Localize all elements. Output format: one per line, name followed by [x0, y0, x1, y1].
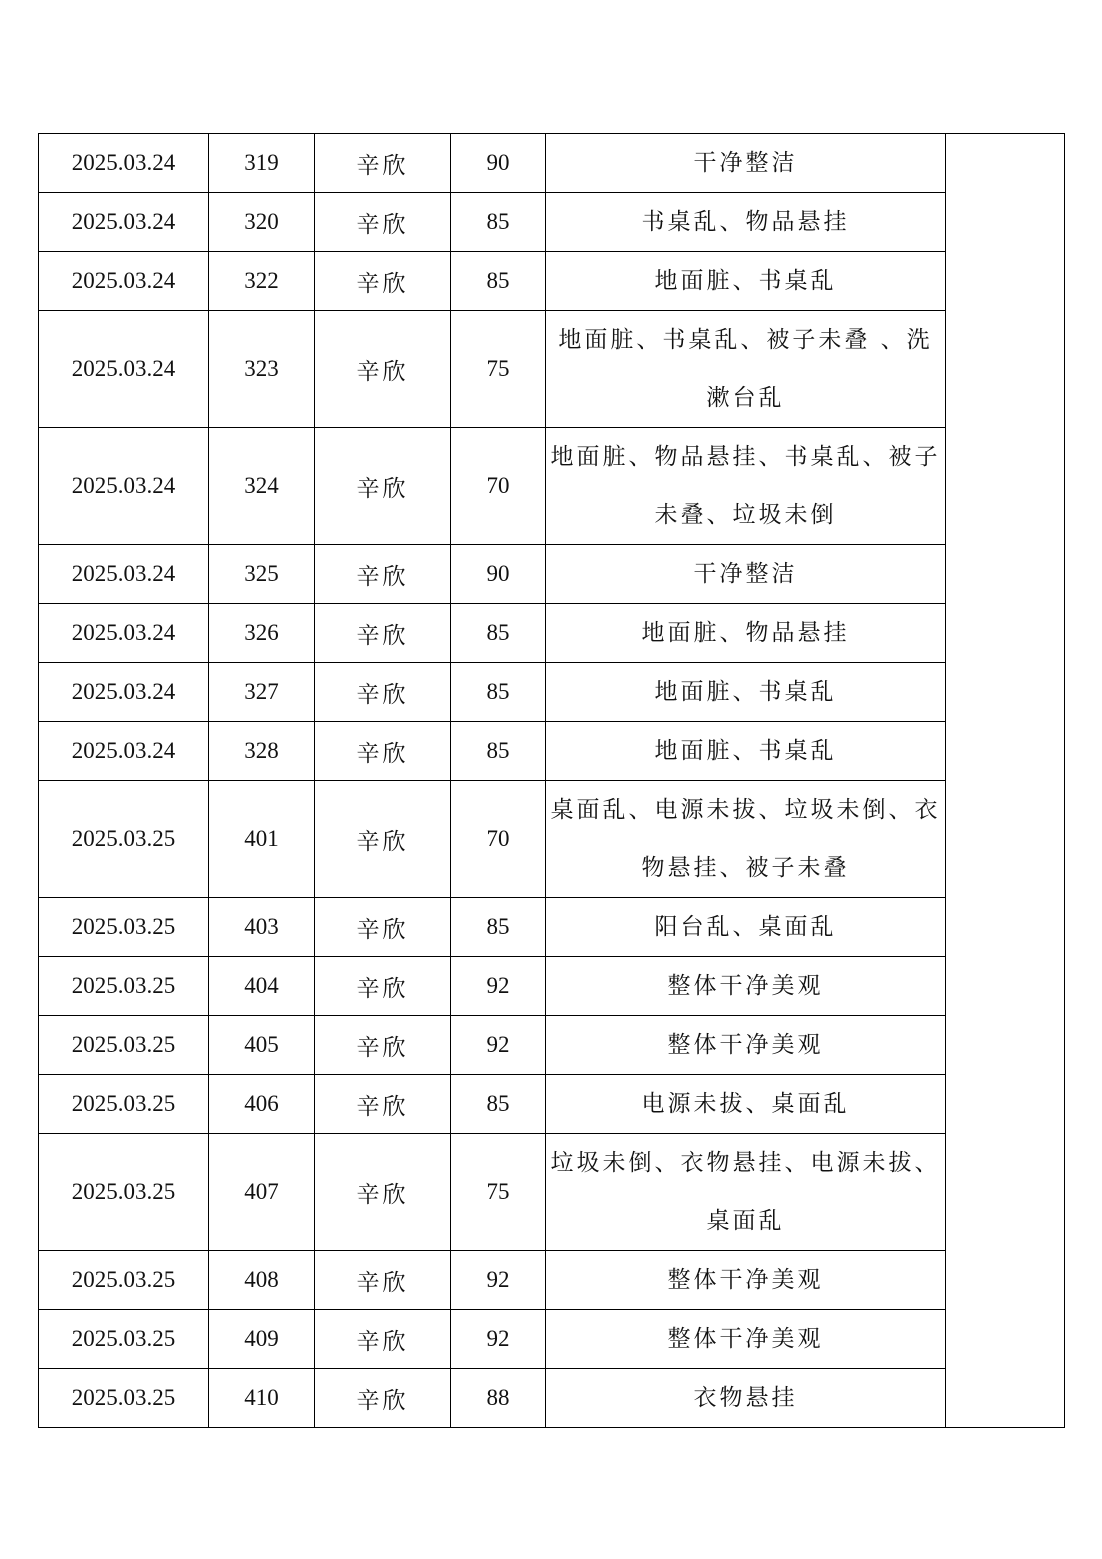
remark-cell: 阳台乱、桌面乱	[546, 898, 946, 957]
room-cell: 408	[209, 1251, 315, 1310]
inspector-cell: 辛欣	[315, 428, 451, 545]
inspector-cell: 辛欣	[315, 311, 451, 428]
table-row	[39, 1251, 1065, 1310]
inspector-cell: 辛欣	[315, 1016, 451, 1075]
table-row	[39, 604, 1065, 663]
table-row	[39, 781, 1065, 898]
score-cell: 70	[451, 781, 546, 898]
table-row	[39, 134, 1065, 193]
room-cell: 404	[209, 957, 315, 1016]
score-cell: 85	[451, 898, 546, 957]
date-cell: 2025.03.25	[39, 1075, 209, 1134]
inspector-cell: 辛欣	[315, 1251, 451, 1310]
table-row	[39, 722, 1065, 781]
date-cell: 2025.03.24	[39, 545, 209, 604]
table-row	[39, 898, 1065, 957]
inspector-cell: 辛欣	[315, 898, 451, 957]
room-cell: 328	[209, 722, 315, 781]
remark-cell: 整体干净美观	[546, 1251, 946, 1310]
remark-cell: 衣物悬挂	[546, 1369, 946, 1428]
room-cell: 325	[209, 545, 315, 604]
room-cell: 320	[209, 193, 315, 252]
score-cell: 88	[451, 1369, 546, 1428]
date-cell: 2025.03.25	[39, 1369, 209, 1428]
remark-cell: 地面脏、书桌乱	[546, 252, 946, 311]
date-cell: 2025.03.25	[39, 1134, 209, 1251]
room-cell: 405	[209, 1016, 315, 1075]
room-cell: 319	[209, 134, 315, 193]
date-cell: 2025.03.24	[39, 311, 209, 428]
remark-cell: 书桌乱、物品悬挂	[546, 193, 946, 252]
date-cell: 2025.03.25	[39, 1310, 209, 1369]
room-cell: 327	[209, 663, 315, 722]
date-cell: 2025.03.25	[39, 957, 209, 1016]
table-body	[39, 134, 1065, 1428]
score-cell: 85	[451, 604, 546, 663]
table-row	[39, 957, 1065, 1016]
table-row	[39, 1075, 1065, 1134]
score-cell: 92	[451, 1016, 546, 1075]
date-cell: 2025.03.24	[39, 252, 209, 311]
score-cell: 85	[451, 722, 546, 781]
table-row	[39, 1134, 1065, 1251]
table-row	[39, 1016, 1065, 1075]
score-cell: 85	[451, 193, 546, 252]
room-cell: 324	[209, 428, 315, 545]
date-cell: 2025.03.25	[39, 1016, 209, 1075]
remark-cell: 地面脏、书桌乱、被子未叠 、洗漱台乱	[546, 311, 946, 428]
score-cell: 85	[451, 1075, 546, 1134]
table-row	[39, 663, 1065, 722]
score-cell: 90	[451, 545, 546, 604]
remark-cell: 整体干净美观	[546, 957, 946, 1016]
table-row	[39, 252, 1065, 311]
room-cell: 407	[209, 1134, 315, 1251]
inspector-cell: 辛欣	[315, 1310, 451, 1369]
table-row	[39, 545, 1065, 604]
table-row	[39, 1310, 1065, 1369]
remark-cell: 干净整洁	[546, 134, 946, 193]
inspector-cell: 辛欣	[315, 193, 451, 252]
inspector-cell: 辛欣	[315, 1075, 451, 1134]
inspector-cell: 辛欣	[315, 957, 451, 1016]
table-row	[39, 1369, 1065, 1428]
date-cell: 2025.03.25	[39, 898, 209, 957]
table-row	[39, 193, 1065, 252]
date-cell: 2025.03.25	[39, 781, 209, 898]
score-cell: 85	[451, 663, 546, 722]
score-cell: 90	[451, 134, 546, 193]
table-row	[39, 311, 1065, 428]
room-cell: 410	[209, 1369, 315, 1428]
score-cell: 92	[451, 1310, 546, 1369]
table-row	[39, 428, 1065, 545]
remark-cell: 整体干净美观	[546, 1310, 946, 1369]
date-cell: 2025.03.24	[39, 663, 209, 722]
inspector-cell: 辛欣	[315, 252, 451, 311]
remark-cell: 桌面乱、电源未拔、垃圾未倒、衣物悬挂、被子未叠	[546, 781, 946, 898]
inspector-cell: 辛欣	[315, 781, 451, 898]
blank-merged-cell	[946, 134, 1065, 1428]
room-cell: 322	[209, 252, 315, 311]
room-cell: 409	[209, 1310, 315, 1369]
score-cell: 75	[451, 311, 546, 428]
inspector-cell: 辛欣	[315, 1369, 451, 1428]
remark-cell: 地面脏、书桌乱	[546, 722, 946, 781]
date-cell: 2025.03.24	[39, 134, 209, 193]
date-cell: 2025.03.24	[39, 604, 209, 663]
inspector-cell: 辛欣	[315, 722, 451, 781]
date-cell: 2025.03.24	[39, 722, 209, 781]
room-cell: 403	[209, 898, 315, 957]
score-cell: 92	[451, 957, 546, 1016]
room-cell: 406	[209, 1075, 315, 1134]
score-cell: 85	[451, 252, 546, 311]
inspector-cell: 辛欣	[315, 604, 451, 663]
date-cell: 2025.03.25	[39, 1251, 209, 1310]
remark-cell: 电源未拔、桌面乱	[546, 1075, 946, 1134]
inspector-cell: 辛欣	[315, 134, 451, 193]
inspector-cell: 辛欣	[315, 545, 451, 604]
room-cell: 401	[209, 781, 315, 898]
remark-cell: 垃圾未倒、衣物悬挂、电源未拔、桌面乱	[546, 1134, 946, 1251]
score-cell: 70	[451, 428, 546, 545]
date-cell: 2025.03.24	[39, 193, 209, 252]
date-cell: 2025.03.24	[39, 428, 209, 545]
inspection-table	[38, 133, 1065, 1428]
remark-cell: 地面脏、书桌乱	[546, 663, 946, 722]
remark-cell: 整体干净美观	[546, 1016, 946, 1075]
inspector-cell: 辛欣	[315, 663, 451, 722]
room-cell: 323	[209, 311, 315, 428]
room-cell: 326	[209, 604, 315, 663]
remark-cell: 地面脏、物品悬挂、书桌乱、被子未叠、垃圾未倒	[546, 428, 946, 545]
remark-cell: 干净整洁	[546, 545, 946, 604]
remark-cell: 地面脏、物品悬挂	[546, 604, 946, 663]
score-cell: 92	[451, 1251, 546, 1310]
inspector-cell: 辛欣	[315, 1134, 451, 1251]
score-cell: 75	[451, 1134, 546, 1251]
